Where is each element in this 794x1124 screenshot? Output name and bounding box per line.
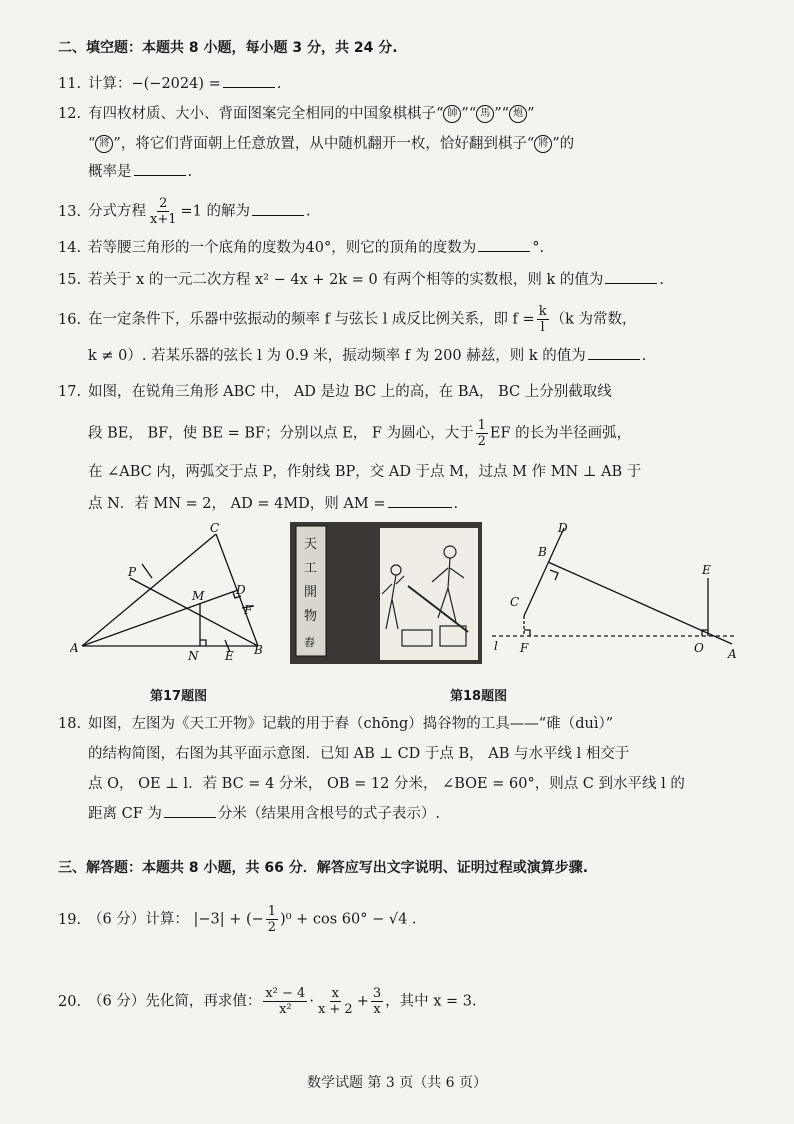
question-16-line1 — [58, 304, 636, 335]
q13-number: 13. — [58, 203, 82, 220]
q14-number: 14. — [58, 240, 82, 256]
q12-line1: 有四枚材质、大小、背面图案完全相同的中国象棋棋子“ — [88, 106, 444, 122]
segment-DC — [524, 528, 564, 616]
q18-line4b: 分米（结果用含根号的式子表示）. — [217, 806, 440, 822]
q17-half-fraction — [476, 418, 488, 449]
q19-tail: )⁰ + cos 60° − √4 . — [280, 911, 417, 928]
book-subtitle: 舂 — [304, 636, 315, 649]
q14-answer-blank[interactable] — [478, 238, 530, 252]
q13-frac-den: x+1 — [150, 212, 177, 227]
question-17-line1 — [58, 382, 612, 402]
q19-frac-num: 1 — [267, 904, 277, 919]
q12-line2b: ”，将它们背面朝上任意放置，从中随机翻开一枚，恰好翻到棋子“ — [113, 136, 535, 152]
q17-frac-den: 2 — [477, 434, 486, 449]
book-title-char-4: 物 — [304, 609, 318, 624]
q17-answer-blank[interactable] — [388, 494, 452, 508]
q18-line4a: 距离 CF 为 — [88, 806, 162, 822]
question-11 — [58, 74, 281, 94]
q14-text: 若等腰三角形的一个底角的度数为40°，则它的顶角的度数为 — [88, 240, 477, 256]
q12-answer-blank[interactable] — [134, 162, 186, 176]
question-18-line1 — [58, 714, 613, 734]
q13-text: 分式方程 — [88, 203, 146, 220]
q17-end: . — [453, 496, 459, 512]
question-19 — [58, 904, 417, 935]
q17-frac-num: 1 — [477, 418, 486, 433]
q18-number: 18. — [58, 716, 82, 732]
q13-tail: =1 的解为 — [180, 203, 250, 220]
q20-f2-den: x + 2 — [317, 1002, 353, 1017]
question-13 — [58, 196, 311, 227]
fig17-label-C: C — [210, 522, 220, 535]
question-12-line3 — [88, 162, 192, 182]
q11-text: 计算：−(−2024) = — [88, 76, 221, 92]
q16-frac-den: l — [540, 320, 545, 335]
q18-line3: 点 O， OE ⊥ l．若 BC = 4 分米， OB = 12 分米， ∠BOE = 60°，则点 C 到水平线 l 的 — [88, 776, 685, 792]
q17-line3: 在 ∠ABC 内，两弧交于点 P，作射线 BP，交 AD 于点 M，过点 M 作 MN ⊥ AB 于 — [88, 464, 642, 480]
question-15 — [58, 270, 664, 290]
q16-number: 16. — [58, 311, 82, 328]
q19-fraction — [266, 904, 278, 935]
figure-18-schematic — [488, 518, 738, 666]
fig17-label-P: P — [128, 565, 137, 579]
q11-end: . — [276, 76, 282, 92]
q20-fraction-2 — [316, 986, 355, 1017]
q17-line2b: EF 的长为半径画弧， — [489, 425, 632, 442]
section-2-title: 二、填空题：本题共 8 小题，每小题 3 分，共 24 分. — [58, 40, 398, 56]
q13-frac-num: 2 — [159, 196, 168, 211]
right-angle-F — [524, 630, 530, 636]
q20-fraction-1 — [263, 986, 307, 1017]
fig18-label-A: A — [728, 647, 737, 661]
right-angle-N — [200, 640, 206, 646]
q20-fraction-3 — [371, 986, 383, 1017]
fig17-label-D: D — [236, 583, 246, 597]
q16-line2: k ≠ 0）. 若某乐器的弦长 l 为 0.9 米，振动频率 f 为 200 赫兹，则 k 的值为 — [88, 348, 586, 364]
q20-tail: ，其中 x = 3. — [385, 993, 477, 1010]
q17-line2a: 段 BE， BF，使 BE = BF；分别以点 E， F 为圆心，大于 — [88, 425, 474, 442]
q17-number: 17. — [58, 384, 82, 400]
page-footer: 数学试题 第 3 页（共 6 页） — [306, 1075, 488, 1091]
chess-piece-ma-icon: 馬 — [476, 105, 494, 123]
arc-mark-P — [142, 564, 152, 578]
question-17-line4 — [88, 494, 458, 514]
q12-line3: 概率是 — [88, 164, 132, 180]
q13-end: . — [305, 203, 311, 220]
q15-end: . — [659, 272, 664, 288]
fig18-label-E: E — [702, 563, 711, 577]
q19-frac-den: 2 — [267, 920, 277, 935]
fig18-label-F: F — [520, 641, 529, 655]
q18-answer-blank[interactable] — [164, 804, 216, 818]
fig18-label-C: C — [510, 595, 520, 609]
question-18-line4 — [88, 804, 440, 824]
q12-line2c: ”的 — [552, 136, 575, 152]
q20-f1-num: x² − 4 — [265, 986, 306, 1001]
question-16-line2 — [88, 346, 646, 366]
fig17-label-M: M — [192, 589, 205, 603]
fig17-label-F: F — [244, 603, 253, 617]
book-title-char-2: 工 — [304, 561, 318, 576]
right-angle-B — [550, 570, 558, 580]
fig17-label-A: A — [70, 641, 79, 655]
q20-dot: · — [309, 993, 314, 1010]
question-17-line3 — [88, 462, 641, 482]
q12-line2a: “ — [88, 136, 96, 152]
figure-18-book-illustration — [290, 522, 482, 664]
chess-piece-jiang-icon: 將 — [95, 135, 113, 153]
chess-piece-shuai-icon: 帥 — [443, 105, 461, 123]
q17-line1: 如图，在锐角三角形 ABC 中， AD 是边 BC 上的高，在 BA， BC 上分别截取线 — [88, 384, 612, 400]
figure-17-caption: 第17题图 — [150, 689, 208, 704]
figure-18-caption: 第18题图 — [450, 689, 508, 704]
fig17-label-E: E — [225, 649, 234, 663]
q11-answer-blank[interactable] — [223, 74, 275, 88]
q20-plus: + — [356, 993, 369, 1010]
q16-frac-num: k — [538, 304, 547, 319]
q18-line2: 的结构简图，右图为其平面示意图．已知 AB ⊥ CD 于点 B， AB 与水平线 l 相交于 — [88, 746, 630, 762]
chess-piece-pao-icon: 炮 — [509, 105, 527, 123]
fig18-label-l: l — [494, 639, 498, 653]
fig18-label-O: O — [694, 641, 704, 655]
q19-text: （6 分）计算： |−3| + (− — [88, 911, 264, 928]
q20-number: 20. — [58, 993, 82, 1010]
fig18-label-B: B — [538, 545, 547, 559]
q12-end: . — [187, 164, 193, 180]
q13-fraction — [148, 196, 179, 227]
q15-text: 若关于 x 的一元二次方程 x² − 4x + 2k = 0 有两个相等的实数根，则 k 的值为 — [88, 272, 604, 288]
question-18-line3 — [88, 774, 685, 794]
q11-number: 11. — [58, 76, 82, 92]
figure-17 — [70, 522, 270, 664]
fig17-label-N: N — [188, 649, 199, 663]
q16-fraction — [537, 304, 549, 335]
question-20 — [58, 986, 477, 1017]
q19-number: 19. — [58, 911, 82, 928]
q15-number: 15. — [58, 272, 82, 288]
q12-number: 12. — [58, 106, 82, 122]
q20-f3-den: x — [373, 1002, 381, 1017]
q16-answer-blank[interactable] — [588, 346, 640, 360]
q20-f2-num: x — [331, 986, 339, 1001]
q12-line1-end: ” — [527, 106, 535, 122]
q16-line1: 在一定条件下，乐器中弦振动的频率 f 与弦长 l 成反比例关系，即 f = — [88, 311, 535, 328]
fig18-label-D: D — [558, 521, 568, 535]
book-page — [380, 528, 478, 660]
question-17-line2 — [88, 418, 631, 449]
book-title-char-3: 開 — [304, 585, 318, 600]
segment-AD — [82, 590, 238, 646]
q17-line4: 点 N．若 MN = 2， AD = 4MD，则 AM = — [88, 496, 386, 512]
section-3-title: 三、解答题：本题共 8 小题，共 66 分．解答应写出文字说明、证明过程或演算步骤. — [58, 860, 589, 876]
q16-line1-tail: （k 为常数， — [550, 311, 637, 328]
q14-end: °. — [532, 240, 545, 256]
question-18-line2 — [88, 744, 629, 764]
book-title-char-1: 天 — [304, 537, 318, 552]
question-12-line1: 12. 有四枚材质、大小、背面图案完全相同的中国象棋棋子“ 帥 ”“ 馬 ”“ 炮 ” — [58, 106, 535, 122]
q20-f3-num: 3 — [372, 986, 382, 1001]
q20-text: （6 分）先化简，再求值： — [88, 993, 262, 1010]
chess-piece-jiang-target-icon: 將 — [534, 135, 552, 153]
q13-answer-blank[interactable] — [252, 202, 304, 216]
question-12-line2 — [88, 134, 574, 154]
q18-line1: 如图，左图为《天工开物》记载的用于舂（chōng）捣谷物的工具——“碓（duì）” — [88, 716, 614, 732]
fig17-label-B: B — [254, 643, 263, 657]
q16-end: . — [641, 348, 647, 364]
q20-f1-den: x² — [279, 1002, 292, 1017]
q15-answer-blank[interactable] — [605, 270, 657, 284]
question-14 — [58, 238, 544, 258]
